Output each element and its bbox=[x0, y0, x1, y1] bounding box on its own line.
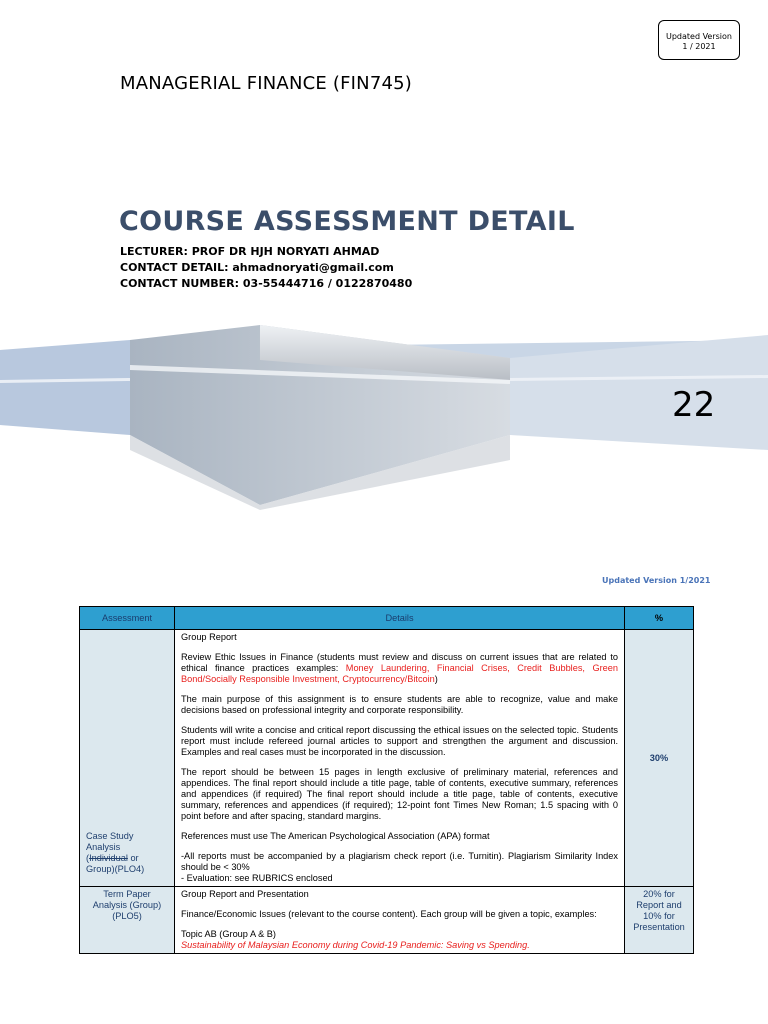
percent-column-header: % bbox=[625, 607, 694, 630]
percent-cell bbox=[625, 887, 694, 954]
details-text: Review Ethic Issues in Finance (students must review and discuss on current issues that are related to ethical finance practices examples: bbox=[181, 652, 618, 673]
details-paragraph: References must use The American Psychological Association (APA) format bbox=[181, 831, 490, 841]
details-paragraph: Students will write a concise and critical report discussing the ethical issues on the selected topic. Students report must include refereed journal articles to support and strengthen the argument and discussion. Examples and real cases must be incorporated in the discussion. bbox=[181, 725, 618, 757]
highlighted-topic: Sustainability of Malaysian Economy during Covid-19 Pandemic: Saving vs Spending. bbox=[181, 940, 530, 950]
table-header-row bbox=[80, 607, 694, 630]
contact-detail-line bbox=[120, 260, 412, 276]
details-paragraph: Finance/Economic Issues (relevant to the course content). Each group will be given a topic, examples: bbox=[181, 909, 597, 919]
contact-number-line bbox=[120, 276, 412, 292]
version-stamp bbox=[658, 20, 740, 60]
table-row bbox=[80, 887, 694, 954]
assessment-table bbox=[79, 606, 694, 954]
lecturer-line: LECTURER: PROF DR HJH NORYATI AHMAD bbox=[120, 245, 380, 258]
details-text: -All reports must be accompanied by a plagiarism check report (i.e. Turnitin). Plagiarism Similarity Index should be < 30% bbox=[181, 851, 618, 872]
or-text: or bbox=[127, 853, 139, 863]
details-paragraph bbox=[181, 851, 618, 884]
percent-cell: 30% bbox=[625, 630, 694, 887]
percent-line: 10% for bbox=[643, 911, 675, 921]
details-heading: Group Report and Presentation bbox=[181, 889, 309, 899]
decorative-banner bbox=[0, 320, 768, 510]
details-text: Topic AB (Group A & B) bbox=[181, 929, 276, 939]
details-paragraph: The report should be between 15 pages in length exclusive of preliminary material, references and appendices. The final report should include a title page, table of contents, executive summary, references and appendices (if required) The final report should include a title page, table of contents, executive summary, references and appendices (if required); 12-point font Times New Roman; 1.5 spacing with 0 point before and after spacing, standard margins. bbox=[181, 767, 618, 821]
details-heading: Group Report bbox=[181, 632, 237, 642]
assessment-cell bbox=[80, 887, 175, 954]
percent-line: Report and bbox=[636, 900, 682, 910]
details-cell bbox=[175, 630, 625, 887]
struck-individual: Individual bbox=[89, 853, 128, 863]
details-text: - Evaluation: see RUBRICS enclosed bbox=[181, 873, 333, 883]
percent-line: Presentation bbox=[633, 922, 685, 932]
assessment-name-line: Case Study bbox=[86, 831, 134, 841]
page-number: 22 bbox=[672, 385, 716, 425]
page-title: COURSE ASSESSMENT DETAIL bbox=[119, 206, 575, 237]
open-paren: ( bbox=[86, 853, 90, 863]
percent-line: 20% for bbox=[643, 889, 675, 899]
contact-email: ahmadnoryati@gmail.com bbox=[232, 261, 394, 274]
assessment-name-line: Term Paper bbox=[103, 889, 151, 899]
details-paragraph bbox=[181, 652, 618, 685]
details-text: ) bbox=[434, 674, 438, 684]
assessment-name-line: Analysis bbox=[86, 842, 121, 852]
details-paragraph: The main purpose of this assignment is to ensure students are able to recognize, value and make decisions based on professional integrity and corporate responsibility. bbox=[181, 694, 618, 715]
assessment-mode-line bbox=[86, 853, 168, 864]
details-column-header: Details bbox=[175, 607, 625, 630]
contact-detail-label: CONTACT DETAIL: bbox=[120, 261, 229, 274]
course-title: MANAGERIAL FINANCE (FIN745) bbox=[120, 73, 413, 94]
table-row bbox=[80, 630, 694, 887]
details-cell bbox=[175, 887, 625, 954]
contact-number-value: 03-55444716 / 0122870480 bbox=[242, 277, 413, 290]
assessment-plo-line: Group)(PLO4) bbox=[86, 864, 145, 874]
assessment-plo-line: (PLO5) bbox=[112, 911, 142, 921]
assessment-name-line: Analysis (Group) bbox=[92, 900, 162, 910]
lecturer-contact-block bbox=[120, 244, 412, 292]
assessment-cell bbox=[80, 630, 175, 887]
details-paragraph bbox=[181, 929, 618, 951]
version-label: Updated Version bbox=[665, 32, 732, 41]
contact-number-label: CONTACT NUMBER: bbox=[120, 277, 240, 290]
updated-version-note: Updated Version 1/2021 bbox=[602, 576, 711, 585]
highlighted-examples: Money Laundering, Financial Crises, Credit Bubbles, Green Bond/Socially Responsible Investment, Cryptocurrency/Bitcoin bbox=[181, 663, 619, 684]
version-number: 1 / 2021 bbox=[682, 42, 716, 51]
assessment-column-header: Assessment bbox=[80, 607, 175, 630]
